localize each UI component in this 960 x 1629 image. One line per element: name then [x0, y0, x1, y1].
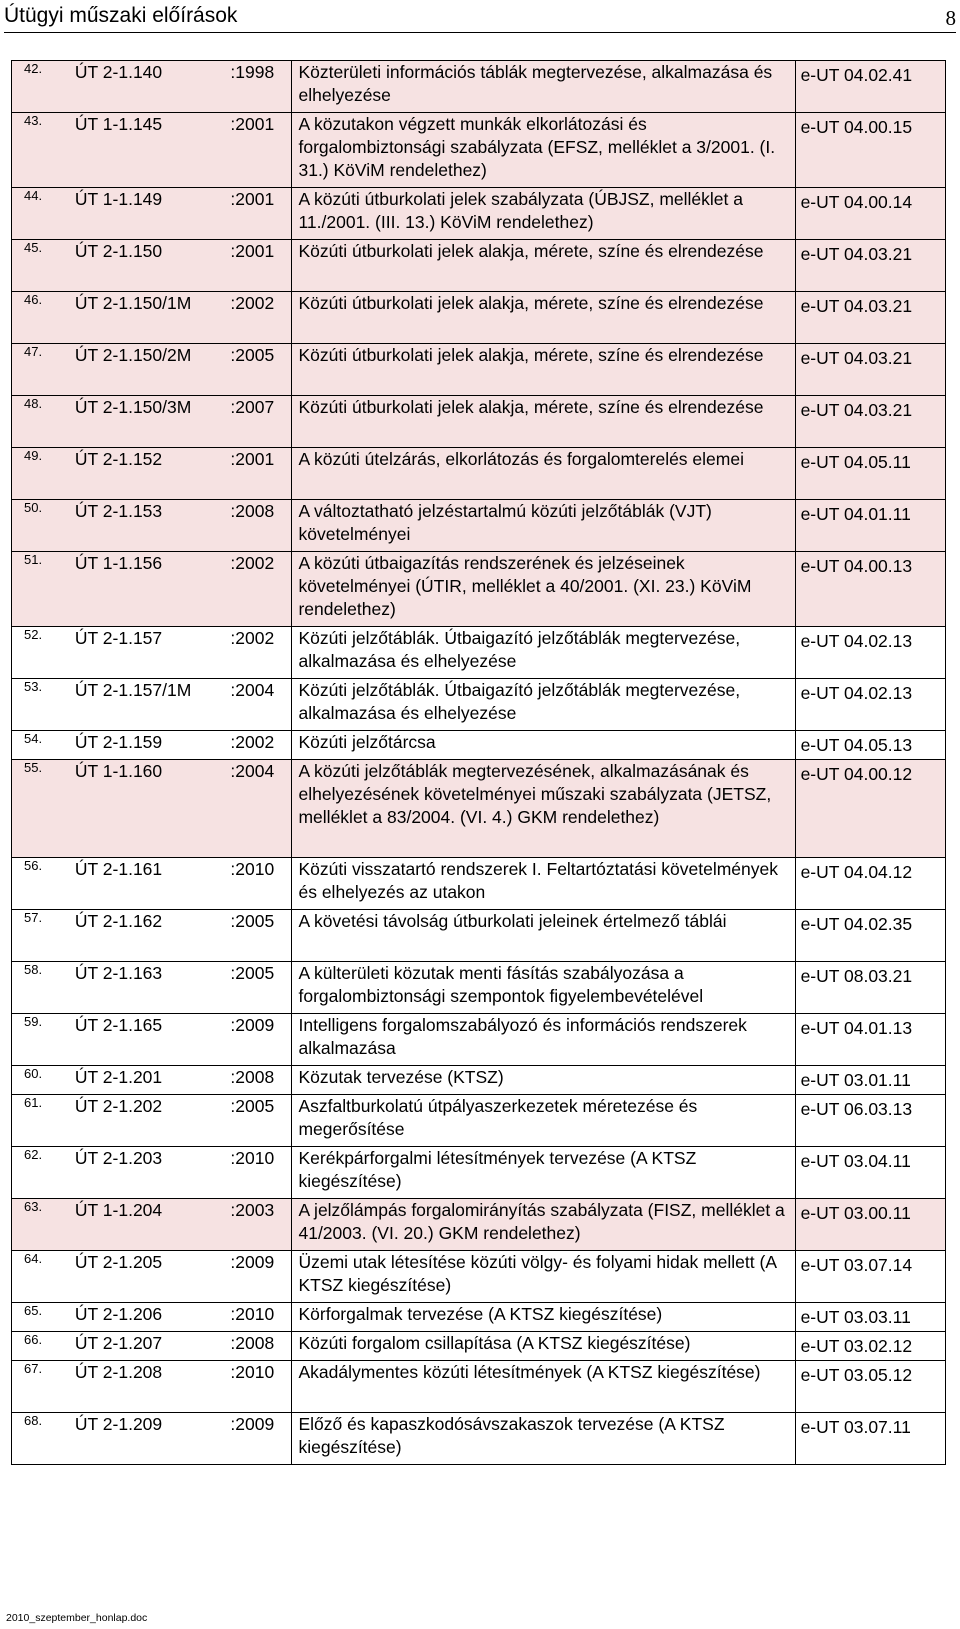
- eut-reference: e-UT 04.02.35: [795, 910, 945, 962]
- row-number: 61.: [12, 1095, 69, 1147]
- standard-code: ÚT 2-1.203: [69, 1147, 224, 1199]
- standard-year: :2004: [224, 760, 292, 858]
- table-row: [12, 344, 946, 396]
- table-row: [12, 552, 946, 627]
- table-row: [12, 396, 946, 448]
- row-number: 59.: [12, 1014, 69, 1066]
- standard-code: ÚT 2-1.150: [69, 240, 224, 292]
- standard-year: :2003: [224, 1199, 292, 1251]
- standard-code: ÚT 1-1.156: [69, 552, 224, 627]
- table-row: [12, 500, 946, 552]
- standard-description: Üzemi utak létesítése közúti völgy- és folyami hidak mellett (A KTSZ kiegészítése): [292, 1251, 795, 1303]
- standard-description: Közúti jelzőtárcsa: [292, 731, 795, 760]
- standard-description: Akadálymentes közúti létesítmények (A KTSZ kiegészítése): [292, 1361, 795, 1413]
- standard-code: ÚT 1-1.149: [69, 188, 224, 240]
- table-row: [12, 1066, 946, 1095]
- standard-code: ÚT 2-1.205: [69, 1251, 224, 1303]
- standard-code: ÚT 2-1.159: [69, 731, 224, 760]
- standard-year: :2005: [224, 1095, 292, 1147]
- table-row: [12, 679, 946, 731]
- row-number: 68.: [12, 1413, 69, 1465]
- standard-code: ÚT 2-1.201: [69, 1066, 224, 1095]
- standard-description: Intelligens forgalomszabályozó és információs rendszerek alkalmazása: [292, 1014, 795, 1066]
- standard-year: :2010: [224, 1303, 292, 1332]
- standard-year: :2008: [224, 1332, 292, 1361]
- eut-reference: e-UT 04.05.13: [795, 731, 945, 760]
- row-number: 46.: [12, 292, 69, 344]
- eut-reference: e-UT 03.02.12: [795, 1332, 945, 1361]
- standard-year: :2002: [224, 292, 292, 344]
- row-number: 53.: [12, 679, 69, 731]
- standard-description: A közúti útelzárás, elkorlátozás és forgalomterelés elemei: [292, 448, 795, 500]
- eut-reference: e-UT 04.00.14: [795, 188, 945, 240]
- table-row: [12, 448, 946, 500]
- row-number: 66.: [12, 1332, 69, 1361]
- footer-filename: 2010_szeptember_honlap.doc: [6, 1612, 148, 1624]
- table-row: [12, 113, 946, 188]
- standard-description: Közúti útburkolati jelek alakja, mérete, színe és elrendezése: [292, 292, 795, 344]
- standard-code: ÚT 2-1.152: [69, 448, 224, 500]
- table-row: [12, 731, 946, 760]
- eut-reference: e-UT 03.05.12: [795, 1361, 945, 1413]
- standard-code: ÚT 1-1.204: [69, 1199, 224, 1251]
- row-number: 50.: [12, 500, 69, 552]
- eut-reference: e-UT 04.03.21: [795, 240, 945, 292]
- row-number: 54.: [12, 731, 69, 760]
- eut-reference: e-UT 08.03.21: [795, 962, 945, 1014]
- table-row: [12, 61, 946, 113]
- standard-year: :2010: [224, 1361, 292, 1413]
- standard-year: :2002: [224, 552, 292, 627]
- standard-year: :2002: [224, 627, 292, 679]
- standard-description: A változtatható jelzéstartalmú közúti jelzőtáblák (VJT) követelményei: [292, 500, 795, 552]
- row-number: 67.: [12, 1361, 69, 1413]
- table-row: [12, 1332, 946, 1361]
- eut-reference: e-UT 04.04.12: [795, 858, 945, 910]
- standard-description: Közterületi információs táblák megtervezése, alkalmazása és elhelyezése: [292, 61, 795, 113]
- standard-description: Közúti visszatartó rendszerek I. Feltartóztatási követelmények és elhelyezés az utakon: [292, 858, 795, 910]
- row-number: 56.: [12, 858, 69, 910]
- row-number: 65.: [12, 1303, 69, 1332]
- table-row: [12, 188, 946, 240]
- row-number: 48.: [12, 396, 69, 448]
- standard-description: A közúti útburkolati jelek szabályzata (ÚBJSZ, melléklet a 11./2001. (III. 13.) KöViM rendelethez): [292, 188, 795, 240]
- standard-year: :2009: [224, 1251, 292, 1303]
- row-number: 62.: [12, 1147, 69, 1199]
- standard-description: Közúti jelzőtáblák. Útbaigazító jelzőtáblák megtervezése, alkalmazása és elhelyezése: [292, 679, 795, 731]
- table-row: [12, 962, 946, 1014]
- standard-description: A közúti jelzőtáblák megtervezésének, alkalmazásának és elhelyezésének követelményei műszaki szabályzata (JETSZ, melléklet a 83/2004. (VI. 4.) GKM rendelethez): [292, 760, 795, 858]
- table-row: [12, 910, 946, 962]
- standard-description: Aszfaltburkolatú útpályaszerkezetek méretezése és megerősítése: [292, 1095, 795, 1147]
- eut-reference: e-UT 04.05.11: [795, 448, 945, 500]
- standard-year: :2009: [224, 1413, 292, 1465]
- standard-year: :2005: [224, 910, 292, 962]
- standard-description: A külterületi közutak menti fásítás szabályozása a forgalombiztonsági szempontok figyelembevételével: [292, 962, 795, 1014]
- row-number: 43.: [12, 113, 69, 188]
- row-number: 44.: [12, 188, 69, 240]
- standard-description: Közúti útburkolati jelek alakja, mérete, színe és elrendezése: [292, 344, 795, 396]
- standard-code: ÚT 2-1.140: [69, 61, 224, 113]
- standard-year: :2010: [224, 1147, 292, 1199]
- eut-reference: e-UT 04.03.21: [795, 396, 945, 448]
- eut-reference: e-UT 03.04.11: [795, 1147, 945, 1199]
- standard-year: :2005: [224, 344, 292, 396]
- standard-code: ÚT 2-1.165: [69, 1014, 224, 1066]
- eut-reference: e-UT 04.00.13: [795, 552, 945, 627]
- page-number: 8: [945, 6, 956, 30]
- eut-reference: e-UT 04.02.13: [795, 627, 945, 679]
- standard-description: A követési távolság útburkolati jeleinek értelmező táblái: [292, 910, 795, 962]
- table-row: [12, 627, 946, 679]
- standard-code: ÚT 2-1.150/2M: [69, 344, 224, 396]
- standard-year: :2001: [224, 448, 292, 500]
- table-row: [12, 858, 946, 910]
- standard-year: :2004: [224, 679, 292, 731]
- standards-table: [11, 60, 946, 1465]
- table-row: [12, 1303, 946, 1332]
- standard-year: :2008: [224, 1066, 292, 1095]
- table-row: [12, 760, 946, 858]
- row-number: 64.: [12, 1251, 69, 1303]
- standard-code: ÚT 2-1.163: [69, 962, 224, 1014]
- page-header: [4, 0, 956, 33]
- table-row: [12, 1095, 946, 1147]
- eut-reference: e-UT 03.03.11: [795, 1303, 945, 1332]
- standard-year: :2009: [224, 1014, 292, 1066]
- eut-reference: e-UT 04.03.21: [795, 344, 945, 396]
- eut-reference: e-UT 04.01.11: [795, 500, 945, 552]
- standard-description: Közúti forgalom csillapítása (A KTSZ kiegészítése): [292, 1332, 795, 1361]
- standard-year: :2005: [224, 962, 292, 1014]
- row-number: 45.: [12, 240, 69, 292]
- standard-code: ÚT 2-1.150/1M: [69, 292, 224, 344]
- row-number: 63.: [12, 1199, 69, 1251]
- eut-reference: e-UT 03.07.14: [795, 1251, 945, 1303]
- eut-reference: e-UT 04.02.41: [795, 61, 945, 113]
- eut-reference: e-UT 03.01.11: [795, 1066, 945, 1095]
- standard-description: Közúti jelzőtáblák. Útbaigazító jelzőtáblák megtervezése, alkalmazása és elhelyezése: [292, 627, 795, 679]
- standard-description: Közúti útburkolati jelek alakja, mérete, színe és elrendezése: [292, 396, 795, 448]
- standard-code: ÚT 2-1.208: [69, 1361, 224, 1413]
- eut-reference: e-UT 04.00.12: [795, 760, 945, 858]
- row-number: 47.: [12, 344, 69, 396]
- standard-description: A közúti útbaigazítás rendszerének és jelzéseinek követelményei (ÚTIR, melléklet a 40/2001. (XI. 23.) KöViM rendelethez): [292, 552, 795, 627]
- row-number: 55.: [12, 760, 69, 858]
- document-title: Útügyi műszaki előírások: [4, 4, 238, 27]
- standard-code: ÚT 1-1.160: [69, 760, 224, 858]
- standard-year: :2001: [224, 188, 292, 240]
- standard-year: :2001: [224, 113, 292, 188]
- row-number: 52.: [12, 627, 69, 679]
- standard-code: ÚT 2-1.202: [69, 1095, 224, 1147]
- standard-year: :1998: [224, 61, 292, 113]
- standard-description: Előző és kapaszkodósávszakaszok tervezése (A KTSZ kiegészítése): [292, 1413, 795, 1465]
- table-row: [12, 1413, 946, 1465]
- standard-code: ÚT 2-1.162: [69, 910, 224, 962]
- table-row: [12, 240, 946, 292]
- row-number: 42.: [12, 61, 69, 113]
- table-row: [12, 1014, 946, 1066]
- standard-year: :2002: [224, 731, 292, 760]
- standard-description: Körforgalmak tervezése (A KTSZ kiegészítése): [292, 1303, 795, 1332]
- standard-year: :2008: [224, 500, 292, 552]
- standard-code: ÚT 2-1.161: [69, 858, 224, 910]
- table-row: [12, 292, 946, 344]
- standard-year: :2010: [224, 858, 292, 910]
- standard-code: ÚT 1-1.145: [69, 113, 224, 188]
- eut-reference: e-UT 04.02.13: [795, 679, 945, 731]
- standard-code: ÚT 2-1.150/3M: [69, 396, 224, 448]
- row-number: 51.: [12, 552, 69, 627]
- row-number: 58.: [12, 962, 69, 1014]
- table-row: [12, 1147, 946, 1199]
- table-row: [12, 1251, 946, 1303]
- eut-reference: e-UT 03.07.11: [795, 1413, 945, 1465]
- eut-reference: e-UT 03.00.11: [795, 1199, 945, 1251]
- standard-code: ÚT 2-1.209: [69, 1413, 224, 1465]
- standard-code: ÚT 2-1.157: [69, 627, 224, 679]
- standard-description: Közutak tervezése (KTSZ): [292, 1066, 795, 1095]
- standard-code: ÚT 2-1.206: [69, 1303, 224, 1332]
- standard-description: Kerékpárforgalmi létesítmények tervezése (A KTSZ kiegészítése): [292, 1147, 795, 1199]
- table-row: [12, 1199, 946, 1251]
- eut-reference: e-UT 04.03.21: [795, 292, 945, 344]
- row-number: 60.: [12, 1066, 69, 1095]
- row-number: 57.: [12, 910, 69, 962]
- standard-year: :2007: [224, 396, 292, 448]
- standard-year: :2001: [224, 240, 292, 292]
- eut-reference: e-UT 04.00.15: [795, 113, 945, 188]
- standard-code: ÚT 2-1.157/1M: [69, 679, 224, 731]
- standard-description: Közúti útburkolati jelek alakja, mérete, színe és elrendezése: [292, 240, 795, 292]
- standard-code: ÚT 2-1.153: [69, 500, 224, 552]
- eut-reference: e-UT 06.03.13: [795, 1095, 945, 1147]
- row-number: 49.: [12, 448, 69, 500]
- standard-description: A jelzőlámpás forgalomirányítás szabályzata (FISZ, melléklet a 41/2003. (VI. 20.) GKM rendelethez): [292, 1199, 795, 1251]
- standard-description: A közutakon végzett munkák elkorlátozási és forgalombiztonsági szabályzata (EFSZ, melléklet a 3/2001. (I. 31.) KöViM rendelethez): [292, 113, 795, 188]
- standard-code: ÚT 2-1.207: [69, 1332, 224, 1361]
- table-row: [12, 1361, 946, 1413]
- eut-reference: e-UT 04.01.13: [795, 1014, 945, 1066]
